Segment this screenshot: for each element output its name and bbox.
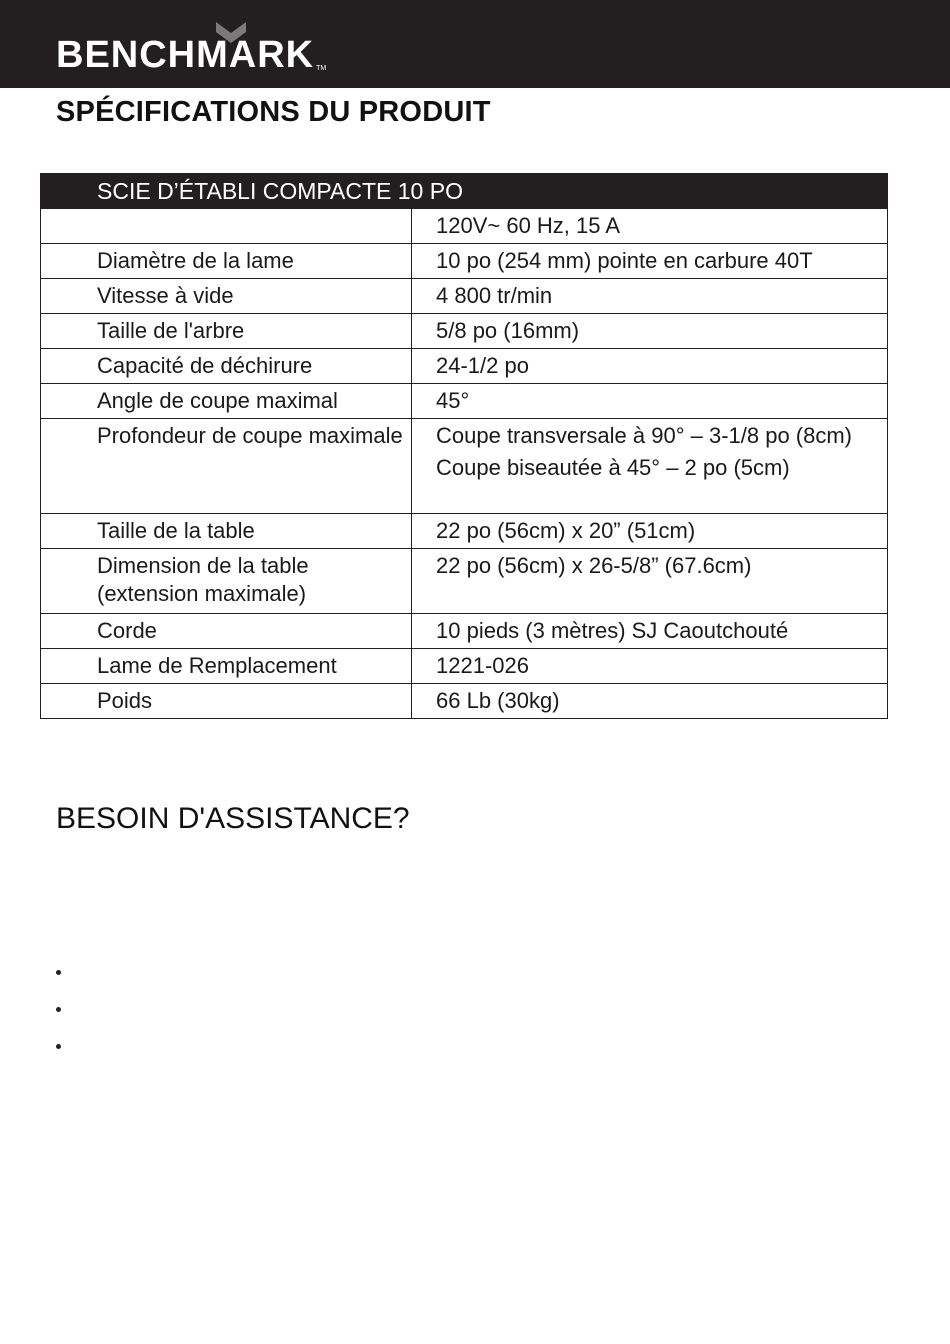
- spec-label: Lame de Remplacement: [41, 649, 412, 684]
- spec-label: Vitesse à vide: [41, 279, 412, 314]
- spec-label: Taille de l'arbre: [41, 314, 412, 349]
- bullet-icon: [56, 970, 61, 975]
- header-bar: [0, 0, 950, 88]
- spec-value: 22 po (56cm) x 26-5/8” (67.6cm): [412, 549, 888, 614]
- table-row: [41, 314, 888, 349]
- spec-label: Corde: [41, 614, 412, 649]
- trademark-mark: TM: [316, 65, 327, 72]
- spec-label: Diamètre de la lame: [41, 244, 412, 279]
- spec-label: Angle de coupe maximal: [41, 384, 412, 419]
- list-item: [56, 997, 61, 1034]
- spec-table-heading: SCIE D’ÉTABLI COMPACTE 10 PO: [41, 174, 888, 209]
- spec-value-secondary: Coupe biseautée à 45° – 2 po (5cm): [436, 455, 790, 480]
- spec-table-header-row: [41, 174, 888, 209]
- table-row: [41, 209, 888, 244]
- brand-logo: [56, 34, 326, 74]
- spec-value-cell: [412, 419, 888, 514]
- spec-label: Capacité de déchirure: [41, 349, 412, 384]
- table-row: [41, 279, 888, 314]
- table-row: [41, 684, 888, 719]
- spec-value: Coupe transversale à 90° – 3-1/8 po (8cm): [436, 423, 853, 448]
- spec-table: [40, 173, 888, 719]
- table-row: [41, 614, 888, 649]
- spec-value: 10 pieds (3 mètres) SJ Caoutchouté: [412, 614, 888, 649]
- spec-value: 5/8 po (16mm): [412, 314, 888, 349]
- spec-value: 10 po (254 mm) pointe en carbure 40T: [412, 244, 888, 279]
- table-row: [41, 514, 888, 549]
- spec-value: 22 po (56cm) x 20” (51cm): [412, 514, 888, 549]
- spec-label: Profondeur de coupe maximale: [41, 419, 412, 514]
- spec-value: 45°: [412, 384, 888, 419]
- list-item: [56, 1034, 61, 1071]
- spec-value: 4 800 tr/min: [412, 279, 888, 314]
- brand-name: BENCHMARK: [56, 34, 315, 76]
- spec-value: 120V~ 60 Hz, 15 A: [412, 209, 888, 244]
- spec-value: 1221-026: [412, 649, 888, 684]
- spec-label: Taille de la table: [41, 514, 412, 549]
- bullet-icon: [56, 1044, 61, 1049]
- table-row: [41, 549, 888, 614]
- table-row: [41, 349, 888, 384]
- help-title: BESOIN D'ASSISTANCE?: [56, 802, 410, 835]
- table-row: [41, 384, 888, 419]
- table-row: [41, 244, 888, 279]
- page-title: SPÉCIFICATIONS DU PRODUIT: [56, 96, 491, 128]
- spec-label: Dimension de la table (extension maximale): [41, 549, 412, 614]
- bullet-icon: [56, 1007, 61, 1012]
- table-row: [41, 419, 888, 514]
- spec-value: 66 Lb (30kg): [412, 684, 888, 719]
- spec-label: [41, 209, 412, 244]
- spec-label: Poids: [41, 684, 412, 719]
- help-bullet-list: [56, 960, 61, 1071]
- table-row: [41, 649, 888, 684]
- list-item: [56, 960, 61, 997]
- spec-value: 24-1/2 po: [412, 349, 888, 384]
